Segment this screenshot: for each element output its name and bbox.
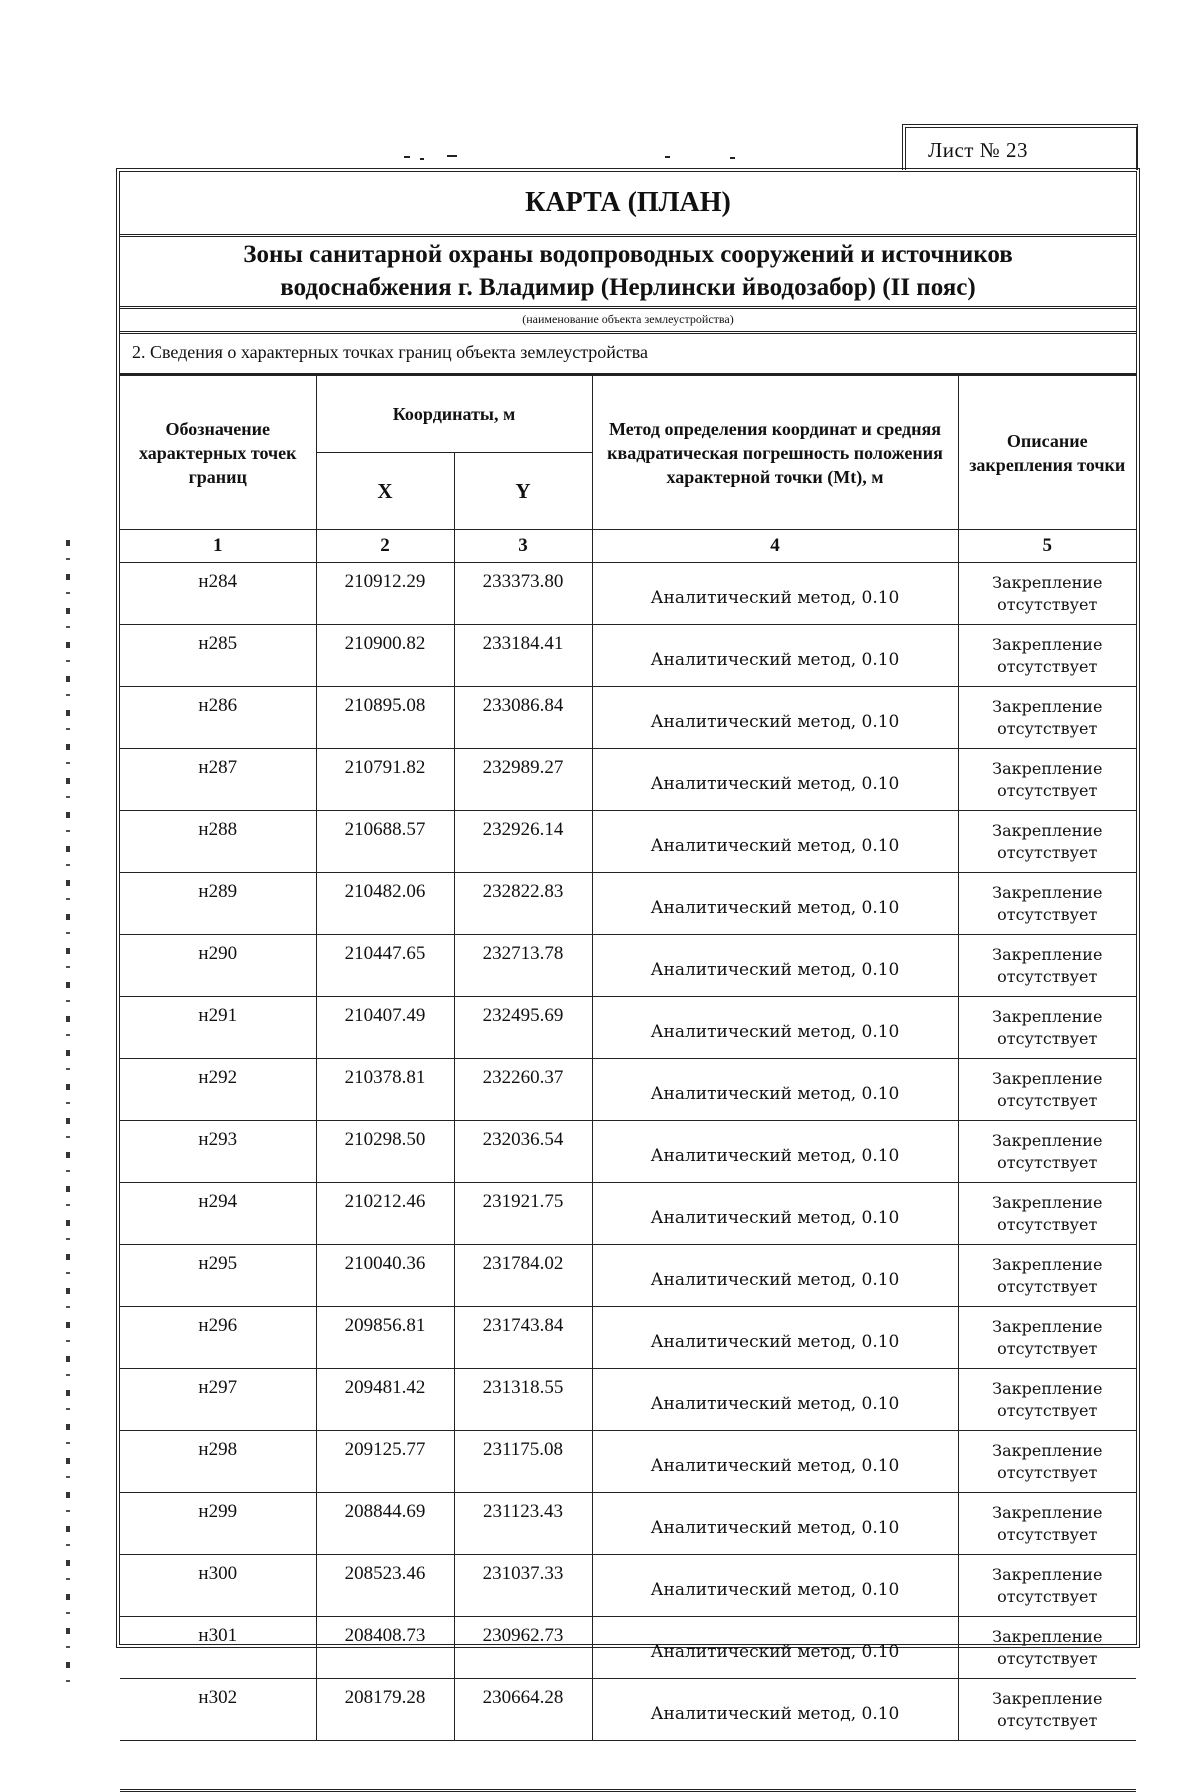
method: Аналитический метод, 0.10: [592, 997, 958, 1059]
desc-line-2: отсутствует: [997, 1648, 1098, 1668]
sheet-number: Лист № 23: [928, 138, 1029, 162]
desc-line-1: Закрепление: [992, 1440, 1103, 1460]
method: Аналитический метод, 0.10: [592, 1555, 958, 1617]
header-fixation-description: Описание закрепления точки: [958, 376, 1136, 530]
point-id: н292: [120, 1059, 316, 1121]
method: Аналитический метод, 0.10: [592, 1431, 958, 1493]
object-name-line-1: Зоны санитарной охраны водопроводных сооружений и источников: [243, 241, 1013, 268]
table-row: [120, 1369, 1136, 1431]
table-row: [120, 873, 1136, 935]
table-row: [120, 625, 1136, 687]
fixation-description: [958, 749, 1136, 811]
desc-line-2: отсутствует: [997, 656, 1098, 676]
header-y: Y: [454, 453, 592, 530]
object-caption: (наименование объекта землеустройства): [120, 309, 1136, 334]
column-number-1: 1: [120, 530, 316, 563]
object-name-line-2: водоснабжения г. Владимир (Нерлински йводозабор) (II пояс): [280, 274, 976, 301]
document-title: КАРТА (ПЛАН): [120, 172, 1136, 237]
desc-line-2: отсутствует: [997, 966, 1098, 986]
coord-x: 209125.77: [316, 1431, 454, 1493]
desc-line-2: отсутствует: [997, 904, 1098, 924]
coord-x: 210378.81: [316, 1059, 454, 1121]
desc-line-1: Закрепление: [992, 820, 1103, 840]
coord-x: 210912.29: [316, 563, 454, 625]
point-id: н287: [120, 749, 316, 811]
document-frame: [116, 168, 1140, 1730]
desc-line-1: Закрепление: [992, 1502, 1103, 1522]
coord-x: 210212.46: [316, 1183, 454, 1245]
sheet-number-box: [902, 124, 1138, 170]
table-row: [120, 1183, 1136, 1245]
header-coordinates: Координаты, м: [316, 376, 592, 453]
header-point-designation: Обозначение характерных точек границ: [120, 376, 316, 530]
coord-y: 232495.69: [454, 997, 592, 1059]
coord-y: 232989.27: [454, 749, 592, 811]
table-row: [120, 1493, 1136, 1555]
point-id: н286: [120, 687, 316, 749]
empty-cell: [120, 1741, 1136, 1791]
desc-line-2: отсутствует: [997, 1462, 1098, 1482]
fixation-description: [958, 1245, 1136, 1307]
coord-y: 232822.83: [454, 873, 592, 935]
coord-x: 209856.81: [316, 1307, 454, 1369]
point-id: н296: [120, 1307, 316, 1369]
coord-y: 231037.33: [454, 1555, 592, 1617]
desc-line-2: отсутствует: [997, 1090, 1098, 1110]
table-row: [120, 1679, 1136, 1741]
column-number-3: 3: [454, 530, 592, 563]
method: Аналитический метод, 0.10: [592, 749, 958, 811]
table-row: [120, 1121, 1136, 1183]
fixation-description: [958, 625, 1136, 687]
coord-x: 208844.69: [316, 1493, 454, 1555]
header-method: Метод определения координат и средняя квадратическая погрешность положения характерной точки (Mt), м: [592, 376, 958, 530]
method: Аналитический метод, 0.10: [592, 1059, 958, 1121]
coord-x: 210895.08: [316, 687, 454, 749]
desc-line-1: Закрепление: [992, 1688, 1103, 1708]
fixation-description: [958, 1617, 1136, 1679]
desc-line-2: отсутствует: [997, 1152, 1098, 1172]
table-row: [120, 1555, 1136, 1617]
method: Аналитический метод, 0.10: [592, 1369, 958, 1431]
method: Аналитический метод, 0.10: [592, 1493, 958, 1555]
column-number-5: 5: [958, 530, 1136, 563]
point-id: н293: [120, 1121, 316, 1183]
point-id: н299: [120, 1493, 316, 1555]
coord-y: 231784.02: [454, 1245, 592, 1307]
table-row: [120, 563, 1136, 625]
desc-line-1: Закрепление: [992, 1254, 1103, 1274]
table-row: [120, 1059, 1136, 1121]
table-row: [120, 687, 1136, 749]
table-footer-empty-row: [120, 1741, 1136, 1791]
point-id: н302: [120, 1679, 316, 1741]
fixation-description: [958, 873, 1136, 935]
header-x: X: [316, 453, 454, 530]
coord-y: 231175.08: [454, 1431, 592, 1493]
scan-speck: [730, 157, 735, 159]
fixation-description: [958, 1431, 1136, 1493]
table-row: [120, 1307, 1136, 1369]
point-id: н284: [120, 563, 316, 625]
desc-line-1: Закрепление: [992, 1006, 1103, 1026]
coord-x: 208179.28: [316, 1679, 454, 1741]
coord-x: 210298.50: [316, 1121, 454, 1183]
coord-y: 233184.41: [454, 625, 592, 687]
coord-y: 233086.84: [454, 687, 592, 749]
coord-y: 232260.37: [454, 1059, 592, 1121]
coord-x: 210447.65: [316, 935, 454, 997]
method: Аналитический метод, 0.10: [592, 811, 958, 873]
desc-line-2: отсутствует: [997, 1338, 1098, 1358]
column-number-2: 2: [316, 530, 454, 563]
desc-line-1: Закрепление: [992, 758, 1103, 778]
point-id: н290: [120, 935, 316, 997]
desc-line-2: отсутствует: [997, 1028, 1098, 1048]
coord-x: 210482.06: [316, 873, 454, 935]
scan-speck: [447, 155, 457, 157]
point-id: н297: [120, 1369, 316, 1431]
fixation-description: [958, 687, 1136, 749]
method: Аналитический метод, 0.10: [592, 1617, 958, 1679]
table-row: [120, 1431, 1136, 1493]
desc-line-2: отсутствует: [997, 842, 1098, 862]
coord-y: 231921.75: [454, 1183, 592, 1245]
table-row: [120, 811, 1136, 873]
table-row: [120, 1245, 1136, 1307]
fixation-description: [958, 1493, 1136, 1555]
fixation-description: [958, 563, 1136, 625]
desc-line-1: Закрепление: [992, 1564, 1103, 1584]
coord-y: 232926.14: [454, 811, 592, 873]
desc-line-1: Закрепление: [992, 1192, 1103, 1212]
coord-x: 210407.49: [316, 997, 454, 1059]
desc-line-2: отсутствует: [997, 1710, 1098, 1730]
coord-x: 210900.82: [316, 625, 454, 687]
coord-x: 210040.36: [316, 1245, 454, 1307]
scan-speck: [665, 156, 670, 158]
coord-x: 209481.42: [316, 1369, 454, 1431]
desc-line-2: отсутствует: [997, 1524, 1098, 1544]
point-id: н289: [120, 873, 316, 935]
coord-x: 210688.57: [316, 811, 454, 873]
fixation-description: [958, 1555, 1136, 1617]
coord-y: 231743.84: [454, 1307, 592, 1369]
fixation-description: [958, 1679, 1136, 1741]
method: Аналитический метод, 0.10: [592, 687, 958, 749]
column-number-4: 4: [592, 530, 958, 563]
fixation-description: [958, 997, 1136, 1059]
desc-line-2: отсутствует: [997, 594, 1098, 614]
coord-y: 231318.55: [454, 1369, 592, 1431]
coord-x: 208523.46: [316, 1555, 454, 1617]
fixation-description: [958, 1369, 1136, 1431]
scan-edge-artifact: [66, 540, 70, 1690]
point-id: н301: [120, 1617, 316, 1679]
coord-x: 210791.82: [316, 749, 454, 811]
method: Аналитический метод, 0.10: [592, 563, 958, 625]
fixation-description: [958, 1183, 1136, 1245]
method: Аналитический метод, 0.10: [592, 1679, 958, 1741]
coord-y: 231123.43: [454, 1493, 592, 1555]
method: Аналитический метод, 0.10: [592, 1307, 958, 1369]
desc-line-1: Закрепление: [992, 696, 1103, 716]
point-id: н285: [120, 625, 316, 687]
table-row: [120, 1617, 1136, 1679]
desc-line-2: отсутствует: [997, 1276, 1098, 1296]
scan-speck: [420, 158, 424, 160]
coord-x: 208408.73: [316, 1617, 454, 1679]
desc-line-1: Закрепление: [992, 572, 1103, 592]
method: Аналитический метод, 0.10: [592, 873, 958, 935]
table-row: [120, 935, 1136, 997]
desc-line-2: отсутствует: [997, 1586, 1098, 1606]
point-id: н291: [120, 997, 316, 1059]
fixation-description: [958, 1059, 1136, 1121]
method: Аналитический метод, 0.10: [592, 935, 958, 997]
point-id: н295: [120, 1245, 316, 1307]
coord-y: 230962.73: [454, 1617, 592, 1679]
desc-line-1: Закрепление: [992, 1626, 1103, 1646]
method: Аналитический метод, 0.10: [592, 1183, 958, 1245]
fixation-description: [958, 1307, 1136, 1369]
desc-line-1: Закрепление: [992, 882, 1103, 902]
coord-y: 230664.28: [454, 1679, 592, 1741]
method: Аналитический метод, 0.10: [592, 1121, 958, 1183]
fixation-description: [958, 935, 1136, 997]
fixation-description: [958, 1121, 1136, 1183]
desc-line-2: отсутствует: [997, 780, 1098, 800]
fixation-description: [958, 811, 1136, 873]
desc-line-1: Закрепление: [992, 1130, 1103, 1150]
section-title: 2. Сведения о характерных точках границ объекта землеустройства: [120, 331, 1136, 375]
desc-line-1: Закрепление: [992, 944, 1103, 964]
point-id: н298: [120, 1431, 316, 1493]
point-id: н294: [120, 1183, 316, 1245]
method: Аналитический метод, 0.10: [592, 1245, 958, 1307]
coord-y: 232036.54: [454, 1121, 592, 1183]
desc-line-2: отсутствует: [997, 1214, 1098, 1234]
desc-line-2: отсутствует: [997, 718, 1098, 738]
desc-line-1: Закрепление: [992, 1316, 1103, 1336]
coord-y: 233373.80: [454, 563, 592, 625]
point-id: н288: [120, 811, 316, 873]
scan-speck: [404, 156, 410, 158]
method: Аналитический метод, 0.10: [592, 625, 958, 687]
coord-y: 232713.78: [454, 935, 592, 997]
point-id: н300: [120, 1555, 316, 1617]
desc-line-2: отсутствует: [997, 1400, 1098, 1420]
boundary-points-table: [120, 375, 1136, 1792]
table-row: [120, 997, 1136, 1059]
desc-line-1: Закрепление: [992, 1378, 1103, 1398]
object-name: [120, 234, 1136, 309]
desc-line-1: Закрепление: [992, 1068, 1103, 1088]
table-row: [120, 749, 1136, 811]
desc-line-1: Закрепление: [992, 634, 1103, 654]
